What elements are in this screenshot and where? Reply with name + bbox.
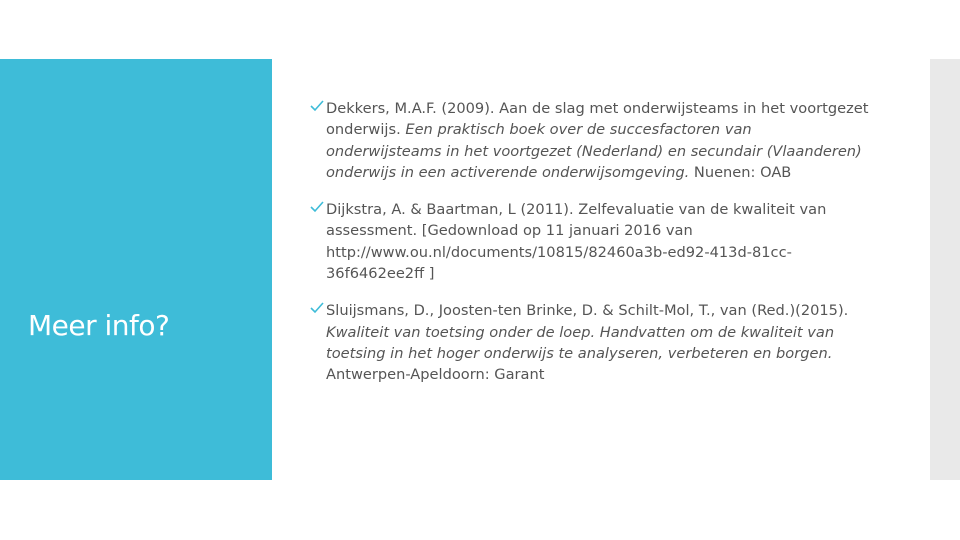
title-panel xyxy=(0,59,272,480)
reference-item xyxy=(310,199,870,284)
reference-text: Dekkers, M.A.F. (2009). Aan de slag met onderwijsteams in het voortgezet onderwijs. Een praktisch boek over de succesfactoren van onderwijsteams in het voortgezet (Nederland) en secundair (Vlaanderen) onderwijs in een activerende onderwijsomgeving. Nuenen: OAB xyxy=(326,100,869,181)
checkmark-icon xyxy=(310,98,325,119)
reference-item xyxy=(310,98,870,183)
reference-list xyxy=(310,98,870,402)
reference-text: Dijkstra, A. & Baartman, L (2011). Zelfevaluatie van de kwaliteit van assessment. [Gedownload op 11 januari 2016 van http://www.ou.nl/documents/10815/82460a3b-ed92-413d-81cc-36f6462ee2ff ] xyxy=(326,201,827,283)
checkmark-icon xyxy=(310,199,325,220)
checkmark-icon xyxy=(310,300,325,321)
slide-title: Meer info? xyxy=(28,309,170,342)
scrollbar-track xyxy=(930,59,960,480)
reference-item xyxy=(310,300,870,385)
reference-text: Sluijsmans, D., Joosten-ten Brinke, D. & Schilt-Mol, T., van (Red.)(2015). Kwaliteit van toetsing onder de loep. Handvatten om de kwaliteit van toetsing in het hoger onderwijs te analyseren, verbeteren en borgen. Antwerpen-Apeldoorn: Garant xyxy=(326,302,849,384)
